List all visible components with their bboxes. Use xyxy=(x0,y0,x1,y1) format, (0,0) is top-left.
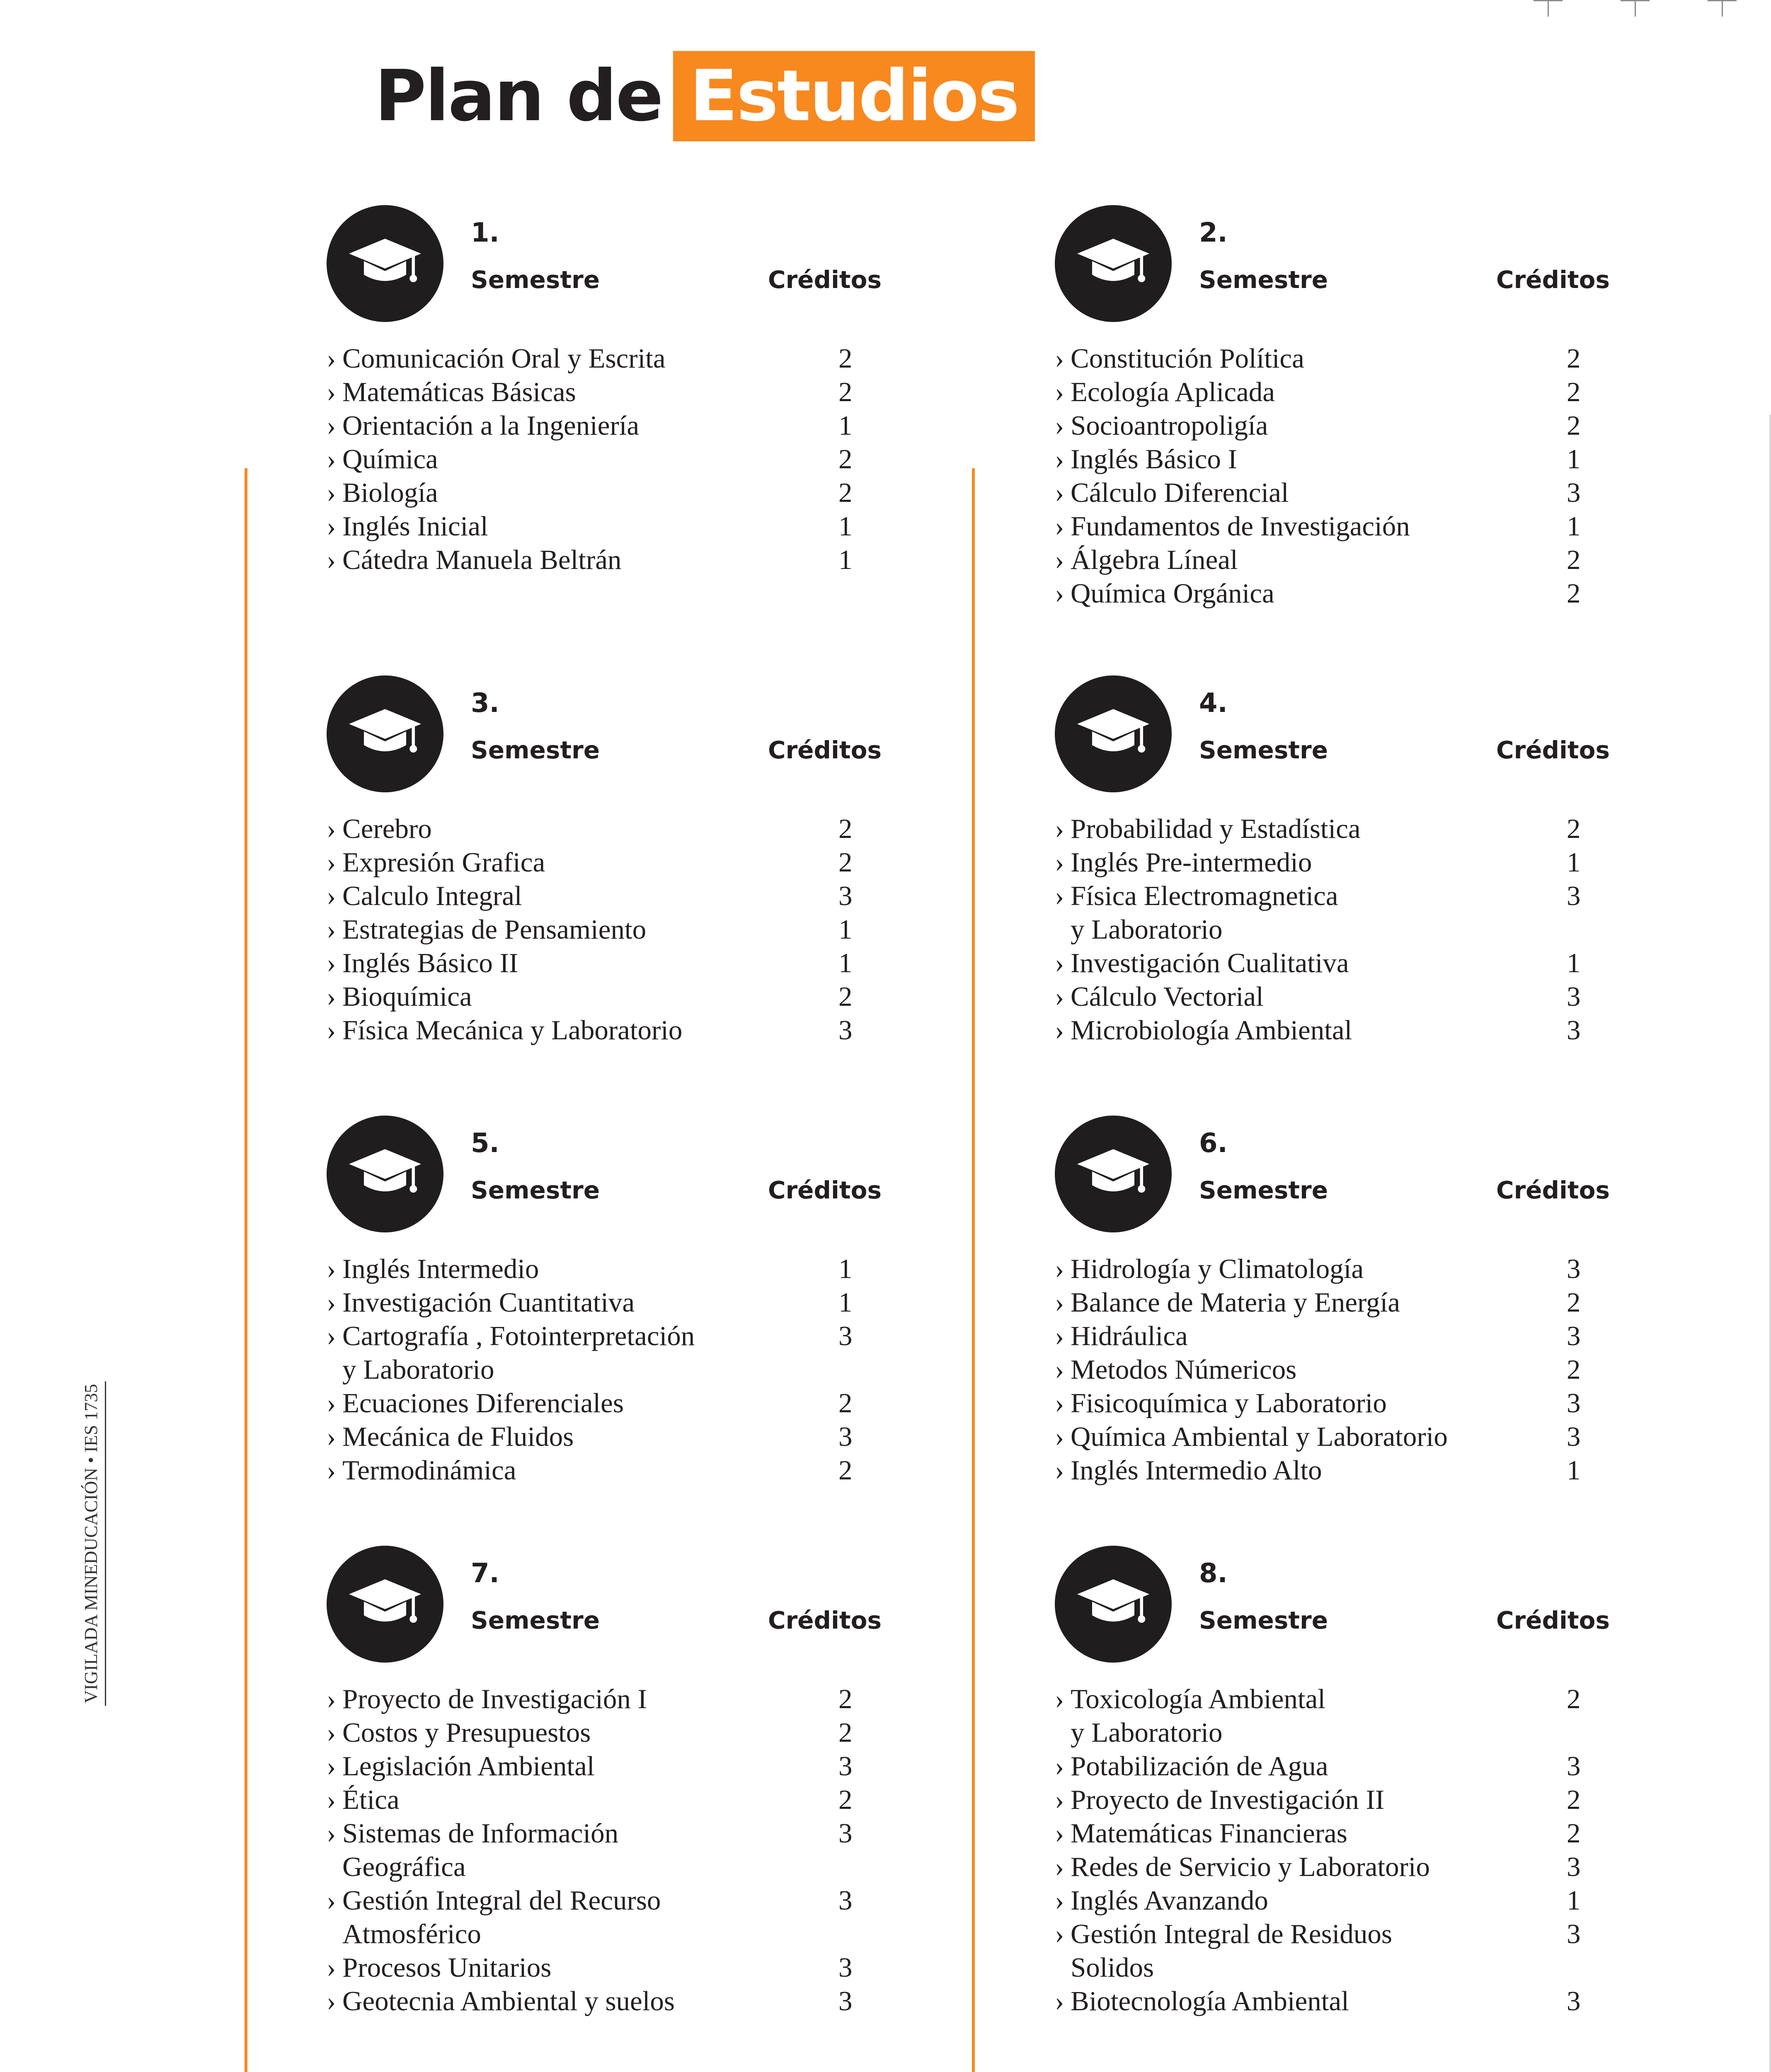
course-credits: 1 xyxy=(838,1254,853,1284)
chevron-right-icon: › xyxy=(327,1952,336,1983)
course-name: › Fundamentos de Investigación xyxy=(1055,510,1410,543)
course-name: › Inglés Inicial xyxy=(327,510,488,543)
course-name: › Química Ambiental y Laboratorio xyxy=(1055,1420,1448,1454)
chevron-right-icon: › xyxy=(1055,444,1064,474)
course-row xyxy=(1055,879,1635,913)
course-credits: 1 xyxy=(838,511,853,542)
chevron-right-icon: › xyxy=(327,1885,336,1916)
course-credits: 1 xyxy=(1567,1885,1581,1916)
course-row xyxy=(1055,1985,1635,2018)
course-row xyxy=(1055,543,1635,577)
course-credits: 3 xyxy=(838,1818,853,1849)
course-credits: 2 xyxy=(1567,1684,1581,1714)
course-row xyxy=(327,1783,907,1817)
course-row xyxy=(327,1817,907,1850)
course-name: › Cálculo Diferencial xyxy=(1055,476,1289,510)
course-name: › Socioantropoligía xyxy=(1055,409,1268,443)
course-row xyxy=(1055,443,1635,476)
course-row xyxy=(1055,1682,1635,1716)
graduation-cap-icon xyxy=(327,1546,443,1663)
course-row xyxy=(1055,1850,1635,1884)
course-credits: 3 xyxy=(838,1986,853,2016)
course-credits: 2 xyxy=(1567,545,1581,575)
course-row xyxy=(327,946,907,980)
chevron-right-icon: › xyxy=(1055,1751,1064,1782)
chevron-right-icon: › xyxy=(1055,1885,1064,1916)
course-name-continuation: y Laboratorio xyxy=(342,1354,494,1385)
course-name: › Ética xyxy=(327,1783,400,1817)
chevron-right-icon: › xyxy=(1055,1818,1064,1849)
credits-label: Créditos xyxy=(1496,1606,1610,1634)
chevron-right-icon: › xyxy=(327,1455,336,1486)
course-credits: 2 xyxy=(1567,410,1581,441)
course-name: › Inglés Avanzando xyxy=(1055,1884,1268,1917)
semester-label: Semestre xyxy=(471,1176,600,1204)
course-name: › Redes de Servicio y Laboratorio xyxy=(1055,1850,1430,1884)
chevron-right-icon: › xyxy=(1055,1455,1064,1486)
course-row xyxy=(327,543,907,577)
course-row xyxy=(1055,1252,1635,1286)
course-credits: 2 xyxy=(838,1455,853,1486)
course-name: › Gestión Integral de Residuos xyxy=(1055,1917,1392,1951)
course-credits: 2 xyxy=(1567,377,1581,407)
course-row xyxy=(327,1286,907,1319)
course-row xyxy=(327,375,907,409)
semester-number: 4. xyxy=(1199,688,1228,719)
chevron-right-icon: › xyxy=(327,948,336,978)
course-list xyxy=(327,1682,907,2018)
chevron-right-icon: › xyxy=(1055,1852,1064,1882)
semester-label: Semestre xyxy=(1199,736,1328,764)
course-credits: 2 xyxy=(1567,1818,1581,1849)
course-name: › Inglés Básico I xyxy=(1055,443,1237,476)
course-credits: 3 xyxy=(838,1885,853,1916)
course-credits: 3 xyxy=(1567,1919,1581,1949)
course-row xyxy=(327,1951,907,1985)
title-highlight: Estudios xyxy=(673,51,1035,141)
chevron-right-icon: › xyxy=(327,847,336,878)
course-credits: 2 xyxy=(838,377,853,407)
graduation-cap-icon xyxy=(1055,1546,1172,1663)
course-row xyxy=(1055,980,1635,1014)
course-row xyxy=(327,1014,907,1047)
graduation-cap-icon xyxy=(1055,205,1172,322)
course-row xyxy=(1055,1286,1635,1319)
course-row xyxy=(1055,375,1635,409)
course-row xyxy=(327,342,907,375)
course-name: › Cerebro xyxy=(327,812,432,846)
course-credits: 1 xyxy=(1567,1455,1581,1486)
course-credits: 3 xyxy=(1567,1015,1581,1046)
course-credits: 2 xyxy=(838,343,853,374)
course-list xyxy=(327,1252,907,1487)
chevron-right-icon: › xyxy=(327,914,336,945)
chevron-right-icon: › xyxy=(1055,343,1064,374)
course-row-continuation xyxy=(327,1917,907,1951)
graduation-cap-icon xyxy=(327,205,443,322)
crop-mark xyxy=(1708,0,1737,17)
course-name: › Inglés Básico II xyxy=(327,946,518,980)
chevron-right-icon: › xyxy=(1055,1986,1064,2016)
course-row xyxy=(1055,476,1635,510)
course-name: › Geotecnia Ambiental y suelos xyxy=(327,1985,675,2018)
chevron-right-icon: › xyxy=(327,1986,336,2016)
credits-label: Créditos xyxy=(1496,266,1610,294)
chevron-right-icon: › xyxy=(1055,1321,1064,1351)
chevron-right-icon: › xyxy=(327,1015,336,1046)
chevron-right-icon: › xyxy=(327,1421,336,1452)
course-name: › Potabilización de Agua xyxy=(1055,1750,1328,1783)
course-credits: 2 xyxy=(1567,578,1581,609)
course-row xyxy=(327,409,907,443)
course-credits: 2 xyxy=(838,444,853,474)
course-credits: 2 xyxy=(838,1388,853,1418)
course-name: › Inglés Pre-intermedio xyxy=(1055,846,1312,879)
course-row xyxy=(1055,577,1635,610)
chevron-right-icon: › xyxy=(327,1321,336,1351)
course-row xyxy=(327,1884,907,1917)
course-credits: 2 xyxy=(1567,343,1581,374)
course-credits: 3 xyxy=(1567,1986,1581,2016)
semester-label: Semestre xyxy=(1199,1606,1328,1634)
page-title xyxy=(375,51,1035,141)
course-credits: 3 xyxy=(838,1321,853,1351)
chevron-right-icon: › xyxy=(327,1818,336,1849)
course-name: › Procesos Unitarios xyxy=(327,1951,551,1985)
course-name: › Ecología Aplicada xyxy=(1055,375,1275,409)
chevron-right-icon: › xyxy=(327,1254,336,1284)
crop-mark xyxy=(1621,0,1650,17)
course-name: › Toxicología Ambiental xyxy=(1055,1682,1325,1716)
course-name: › Proyecto de Investigación II xyxy=(1055,1783,1384,1817)
course-name: › Fisicoquímica y Laboratorio xyxy=(1055,1387,1387,1420)
course-name: › Microbiología Ambiental xyxy=(1055,1014,1352,1047)
course-name-continuation: Solidos xyxy=(1071,1952,1154,1983)
course-name: › Ecuaciones Diferenciales xyxy=(327,1387,624,1420)
credits-label: Créditos xyxy=(768,1176,882,1204)
course-credits: 2 xyxy=(1567,1287,1581,1318)
course-credits: 2 xyxy=(838,847,853,878)
chevron-right-icon: › xyxy=(1055,1287,1064,1318)
course-row xyxy=(327,510,907,543)
chevron-right-icon: › xyxy=(1055,981,1064,1012)
course-credits: 3 xyxy=(1567,1751,1581,1782)
course-name: › Probabilidad y Estadística xyxy=(1055,812,1361,846)
credits-label: Créditos xyxy=(768,736,882,764)
course-row xyxy=(1055,1420,1635,1454)
course-list xyxy=(327,342,907,577)
course-name: › Balance de Materia y Energía xyxy=(1055,1286,1400,1319)
chevron-right-icon: › xyxy=(1055,948,1064,978)
chevron-right-icon: › xyxy=(1055,1684,1064,1714)
course-row-continuation xyxy=(1055,1716,1635,1750)
chevron-right-icon: › xyxy=(1055,578,1064,609)
chevron-right-icon: › xyxy=(327,343,336,374)
course-name: › Física Electromagnetica xyxy=(1055,879,1338,913)
course-row xyxy=(1055,1387,1635,1420)
chevron-right-icon: › xyxy=(1055,847,1064,878)
course-row xyxy=(327,1454,907,1487)
chevron-right-icon: › xyxy=(327,377,336,407)
chevron-right-icon: › xyxy=(327,444,336,474)
course-credits: 1 xyxy=(1567,511,1581,542)
course-row xyxy=(327,846,907,879)
orange-divider-left xyxy=(245,468,247,2072)
course-name: › Hidráulica xyxy=(1055,1319,1188,1353)
course-credits: 3 xyxy=(1567,477,1581,508)
course-name: › Biotecnología Ambiental xyxy=(1055,1985,1349,2018)
credits-label: Créditos xyxy=(1496,1176,1610,1204)
course-credits: 3 xyxy=(1567,1852,1581,1882)
gray-edge-line xyxy=(1769,414,1771,2072)
course-row xyxy=(1055,1884,1635,1917)
course-name: › Estrategias de Pensamiento xyxy=(327,913,646,946)
accreditation-text: VIGILADA MINEDUCACIÓN • IES 1735 xyxy=(80,1382,106,1706)
course-row xyxy=(327,1750,907,1783)
course-row-continuation xyxy=(1055,1951,1635,1985)
course-name: › Cartografía , Fotointerpretación xyxy=(327,1319,695,1353)
course-row xyxy=(327,1252,907,1286)
course-row xyxy=(1055,946,1635,980)
course-name: › Proyecto de Investigación I xyxy=(327,1682,647,1716)
course-name-continuation: Atmosférico xyxy=(342,1919,481,1949)
course-credits: 3 xyxy=(838,1751,853,1782)
course-name: › Constitución Política xyxy=(1055,342,1304,375)
course-list xyxy=(1055,1252,1635,1487)
semester-number: 3. xyxy=(471,688,499,719)
course-credits: 1 xyxy=(838,948,853,978)
chevron-right-icon: › xyxy=(1055,377,1064,407)
course-name: › Mecánica de Fluidos xyxy=(327,1420,574,1454)
course-credits: 3 xyxy=(838,881,853,911)
orange-divider-center xyxy=(972,468,975,2072)
course-name: › Cálculo Vectorial xyxy=(1055,980,1264,1014)
chevron-right-icon: › xyxy=(1055,881,1064,911)
chevron-right-icon: › xyxy=(327,511,336,542)
semester-number: 8. xyxy=(1199,1558,1228,1589)
chevron-right-icon: › xyxy=(327,981,336,1012)
chevron-right-icon: › xyxy=(1055,410,1064,441)
course-name: › Gestión Integral del Recurso xyxy=(327,1884,661,1917)
course-name: › Matemáticas Básicas xyxy=(327,375,576,409)
chevron-right-icon: › xyxy=(1055,511,1064,542)
course-name: › Legislación Ambiental xyxy=(327,1750,594,1783)
semester-label: Semestre xyxy=(471,736,600,764)
course-row xyxy=(327,812,907,846)
course-credits: 3 xyxy=(1567,981,1581,1012)
course-credits: 1 xyxy=(838,410,853,441)
semester-label: Semestre xyxy=(1199,1176,1328,1204)
course-name: › Inglés Intermedio Alto xyxy=(1055,1454,1322,1487)
course-credits: 2 xyxy=(1567,1354,1581,1385)
course-credits: 1 xyxy=(838,914,853,945)
course-credits: 3 xyxy=(1567,1421,1581,1452)
chevron-right-icon: › xyxy=(1055,545,1064,575)
course-credits: 1 xyxy=(838,545,853,575)
course-credits: 2 xyxy=(838,1684,853,1714)
course-row xyxy=(1055,1353,1635,1387)
course-credits: 2 xyxy=(838,981,853,1012)
course-name: › Comunicación Oral y Escrita xyxy=(327,342,666,375)
chevron-right-icon: › xyxy=(1055,477,1064,508)
semester-label: Semestre xyxy=(1199,266,1328,294)
course-name: › Biología xyxy=(327,476,438,510)
course-row xyxy=(327,980,907,1014)
chevron-right-icon: › xyxy=(327,1287,336,1318)
course-name: › Expresión Grafica xyxy=(327,846,545,879)
course-row xyxy=(1055,510,1635,543)
course-row xyxy=(1055,409,1635,443)
course-name: › Física Mecánica y Laboratorio xyxy=(327,1014,682,1047)
course-credits: 2 xyxy=(1567,813,1581,844)
course-row xyxy=(1055,846,1635,879)
course-row xyxy=(1055,1750,1635,1783)
chevron-right-icon: › xyxy=(327,813,336,844)
credits-label: Créditos xyxy=(1496,736,1610,764)
course-credits: 1 xyxy=(1567,847,1581,878)
course-row xyxy=(1055,342,1635,375)
course-name-continuation: Geográfica xyxy=(342,1852,466,1882)
course-credits: 3 xyxy=(838,1952,853,1983)
chevron-right-icon: › xyxy=(1055,1015,1064,1046)
course-name: › Bioquímica xyxy=(327,980,472,1014)
course-name-continuation: y Laboratorio xyxy=(1071,1717,1223,1748)
graduation-cap-icon xyxy=(327,675,443,792)
credits-label: Créditos xyxy=(768,1606,882,1634)
course-row xyxy=(327,1682,907,1716)
semester-number: 5. xyxy=(471,1128,499,1159)
title-plain: Plan de xyxy=(375,55,662,137)
course-credits: 3 xyxy=(838,1015,853,1046)
course-row xyxy=(327,1985,907,2018)
course-name: › Termodinámica xyxy=(327,1454,516,1487)
course-name: › Química xyxy=(327,443,438,476)
graduation-cap-icon xyxy=(1055,1116,1172,1232)
course-list xyxy=(327,812,907,1047)
course-row xyxy=(327,1716,907,1750)
chevron-right-icon: › xyxy=(327,1784,336,1815)
course-name: › Inglés Intermedio xyxy=(327,1252,539,1286)
course-credits: 2 xyxy=(838,477,853,508)
chevron-right-icon: › xyxy=(327,881,336,911)
chevron-right-icon: › xyxy=(327,1684,336,1714)
course-list xyxy=(1055,812,1635,1047)
chevron-right-icon: › xyxy=(1055,1919,1064,1949)
course-row xyxy=(327,913,907,946)
chevron-right-icon: › xyxy=(327,1751,336,1782)
course-row xyxy=(327,1420,907,1454)
course-name: › Hidrología y Climatología xyxy=(1055,1252,1364,1286)
course-credits: 2 xyxy=(838,813,853,844)
chevron-right-icon: › xyxy=(327,1717,336,1748)
course-row-continuation xyxy=(1055,913,1635,946)
course-row xyxy=(1055,1014,1635,1047)
course-list xyxy=(1055,1682,1635,2018)
course-row-continuation xyxy=(327,1353,907,1387)
crop-mark xyxy=(1534,0,1563,17)
graduation-cap-icon xyxy=(1055,675,1172,792)
chevron-right-icon: › xyxy=(1055,813,1064,844)
course-name-continuation: y Laboratorio xyxy=(1071,914,1223,945)
chevron-right-icon: › xyxy=(327,410,336,441)
semester-number: 6. xyxy=(1199,1128,1228,1159)
semester-number: 1. xyxy=(471,218,499,248)
course-row xyxy=(327,1319,907,1353)
course-credits: 2 xyxy=(838,1784,853,1815)
course-row xyxy=(1055,1319,1635,1353)
course-credits: 1 xyxy=(1567,444,1581,474)
chevron-right-icon: › xyxy=(1055,1784,1064,1815)
course-row xyxy=(327,1387,907,1420)
course-credits: 3 xyxy=(838,1421,853,1452)
chevron-right-icon: › xyxy=(1055,1388,1064,1418)
course-name: › Costos y Presupuestos xyxy=(327,1716,591,1750)
course-name: › Álgebra Líneal xyxy=(1055,543,1238,577)
course-name: › Calculo Integral xyxy=(327,879,522,913)
semester-number: 7. xyxy=(471,1558,499,1589)
graduation-cap-icon xyxy=(327,1116,443,1232)
chevron-right-icon: › xyxy=(327,545,336,575)
course-row xyxy=(1055,1454,1635,1487)
course-row-continuation xyxy=(327,1850,907,1884)
course-row xyxy=(327,879,907,913)
course-credits: 3 xyxy=(1567,881,1581,911)
course-name: › Química Orgánica xyxy=(1055,577,1274,610)
course-name: › Orientación a la Ingeniería xyxy=(327,409,639,443)
semester-label: Semestre xyxy=(471,1606,600,1634)
course-row xyxy=(1055,1917,1635,1951)
course-row xyxy=(327,443,907,476)
course-name: › Investigación Cualitativa xyxy=(1055,946,1349,980)
credits-label: Créditos xyxy=(768,266,882,294)
course-name: › Sistemas de Información xyxy=(327,1817,618,1850)
course-name: › Investigación Cuantitativa xyxy=(327,1286,635,1319)
course-row xyxy=(1055,1817,1635,1850)
course-credits: 2 xyxy=(1567,1784,1581,1815)
course-credits: 3 xyxy=(1567,1321,1581,1351)
course-row xyxy=(327,476,907,510)
course-credits: 3 xyxy=(1567,1388,1581,1418)
chevron-right-icon: › xyxy=(327,1388,336,1418)
course-name: › Metodos Númericos xyxy=(1055,1353,1296,1387)
chevron-right-icon: › xyxy=(1055,1421,1064,1452)
chevron-right-icon: › xyxy=(327,477,336,508)
course-credits: 1 xyxy=(1567,948,1581,978)
chevron-right-icon: › xyxy=(1055,1254,1064,1284)
course-credits: 3 xyxy=(1567,1254,1581,1284)
course-name: › Matemáticas Financieras xyxy=(1055,1817,1347,1850)
course-credits: 1 xyxy=(838,1287,853,1318)
course-list xyxy=(1055,342,1635,610)
course-name: › Cátedra Manuela Beltrán xyxy=(327,543,621,577)
course-credits: 2 xyxy=(838,1717,853,1748)
course-row xyxy=(1055,1783,1635,1817)
course-row xyxy=(1055,812,1635,846)
chevron-right-icon: › xyxy=(1055,1354,1064,1385)
semester-label: Semestre xyxy=(471,266,600,294)
semester-number: 2. xyxy=(1199,218,1228,248)
